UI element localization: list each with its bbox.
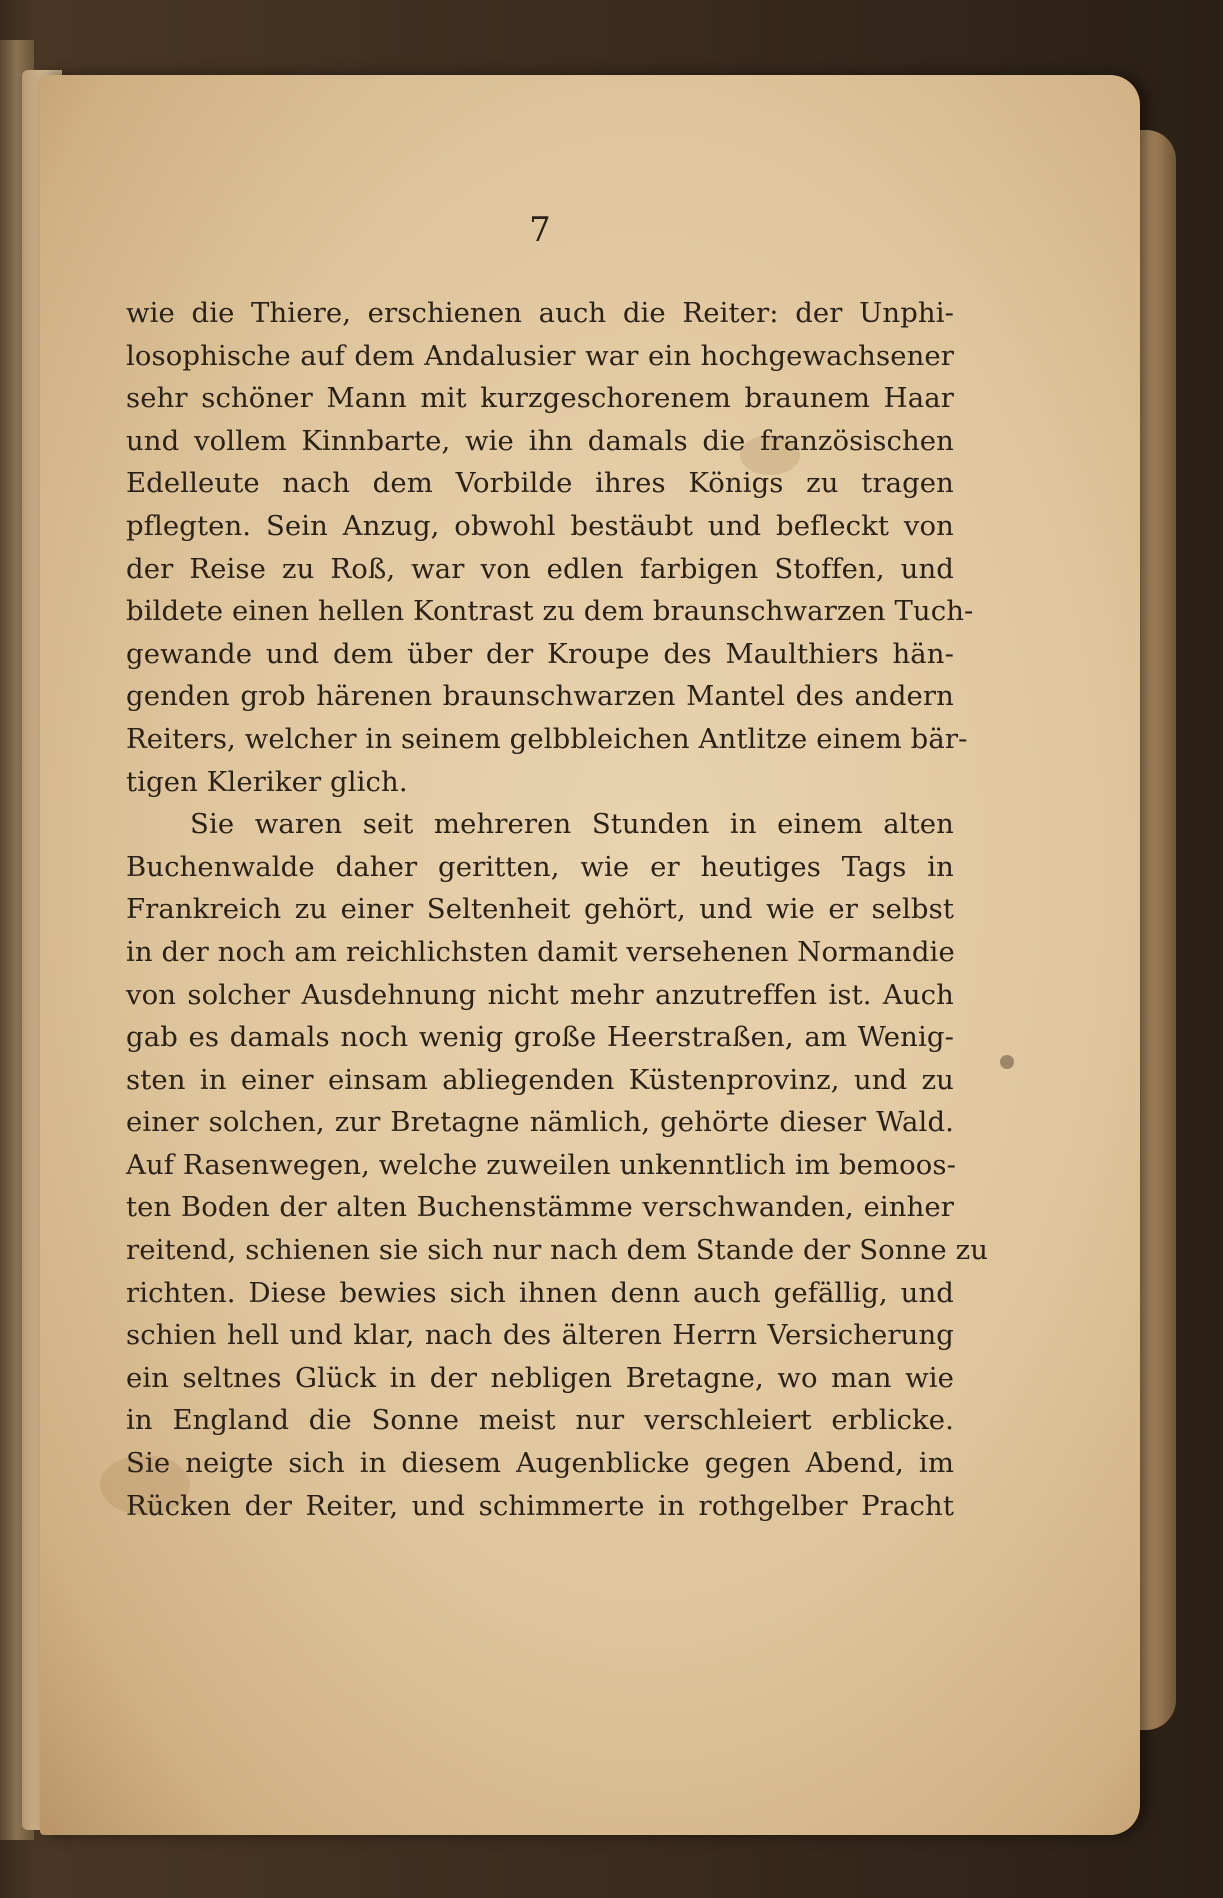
text-line: Rücken der Reiter, und schimmerte in rothgelber Pracht [126,1489,954,1522]
text-line: Auf Rasenwegen, welche zuweilen unkenntlich im bemoos- [126,1148,957,1181]
text-line: Sie neigte sich in diesem Augenblicke gegen Abend, im [126,1447,954,1480]
text-line: sehr schöner Mann mit kurzgeschorenem braunem Haar [126,382,954,415]
text-line: Frankreich zu einer Seltenheit gehört, und wie er selbst [126,893,954,926]
text-line: pflegten. Sein Anzug, obwohl bestäubt und befleckt von [126,509,954,542]
text-line: genden grob härenen braunschwarzen Mantel des andern [126,680,954,713]
text-line: reitend, schienen sie sich nur nach dem Stande der Sonne zu [126,1234,989,1267]
text-line: einer solchen, zur Bretagne nämlich, gehörte dieser Wald. [126,1106,954,1139]
text-line: in England die Sonne meist nur verschleiert erblicke. [126,1404,954,1437]
text-line: ten Boden der alten Buchenstämme verschwanden, einher [126,1191,954,1224]
text-line: ein seltnes Glück in der nebligen Bretagne, wo man wie [126,1361,954,1394]
paragraph-start-line: Sie waren seit mehreren Stunden in einem alten [190,808,954,841]
text-line: von solcher Ausdehnung nicht mehr anzutreffen ist. Auch [126,978,954,1011]
text-line: gab es damals noch wenig große Heerstraßen, am Wenig- [126,1021,954,1054]
page-number: 7 [529,210,551,250]
body-text [126,292,989,1527]
text-line: der Reise zu Roß, war von edlen farbigen Stoffen, und [126,552,954,585]
text-line: in der noch am reichlichsten damit versehenen Normandie [126,935,955,968]
text-line: schien hell und klar, nach des älteren Herrn Versicherung [126,1319,954,1352]
text-line: losophische auf dem Andalusier war ein hochgewachsener [126,339,954,372]
text-line: richten. Diese bewies sich ihnen denn auch gefällig, und [126,1276,954,1309]
text-line: Edelleute nach dem Vorbilde ihres Königs zu tragen [126,467,954,500]
text-line: gewande und dem über der Kroupe des Maulthiers hän- [126,637,954,670]
text-line: sten in einer einsam abliegenden Küstenprovinz, und zu [126,1063,954,1096]
text-line: Reiters, welcher in seinem gelbbleichen Antlitze einem bär- [126,722,968,755]
text-line: tigen Kleriker glich. [126,765,408,798]
text-line: bildete einen hellen Kontrast zu dem braunschwarzen Tuch- [126,595,974,628]
paper-stain [1000,1055,1014,1069]
text-line: und vollem Kinnbarte, wie ihn damals die französischen [126,424,954,457]
text-line: Buchenwalde daher geritten, wie er heutiges Tags in [126,850,954,883]
text-line: wie die Thiere, erschienen auch die Reiter: der Unphi- [126,297,954,329]
